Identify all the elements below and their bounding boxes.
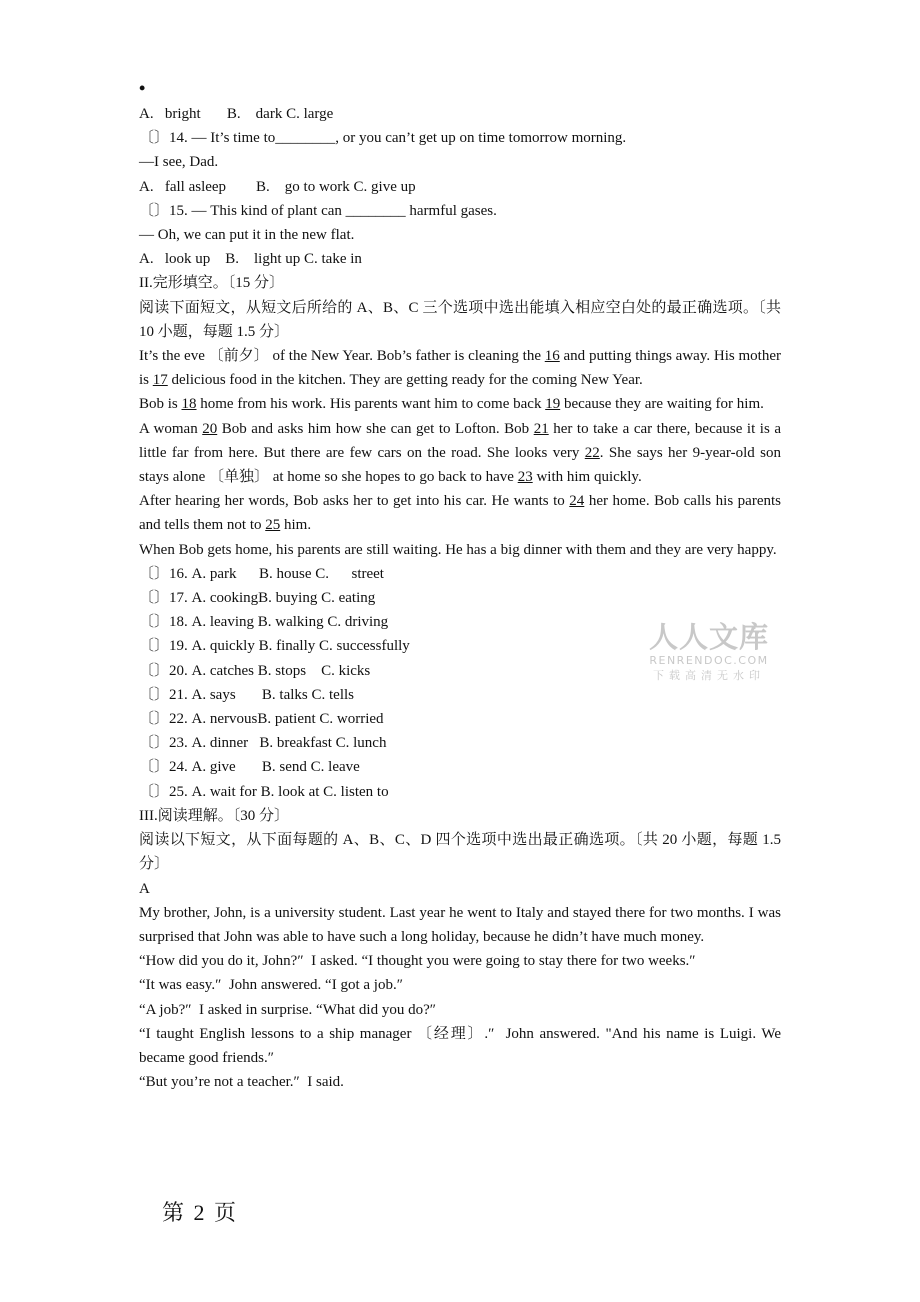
text: her home. Bob calls his parents and tells them not to xyxy=(139,493,781,534)
section2-instructions: 阅读下面短文，从短文后所给的 A、B、C 三个选项中选出能填入相应空白处的最正确选项。〔共 10 小题，每题 1.5 分〕 xyxy=(139,299,781,340)
q14-options: A. fall asleep B. go to work C. give up xyxy=(139,178,416,195)
text: with him quickly. xyxy=(532,469,642,486)
blank-21: 21 xyxy=(533,420,549,437)
q14-response: —I see, Dad. xyxy=(139,154,219,171)
watermark-tagline: 下载高清无水印 xyxy=(653,669,765,682)
option-line-23: 〔〕23. A. dinner B. breakfast C. lunch xyxy=(139,735,387,752)
text: because they are waiting for him. xyxy=(560,396,764,413)
option-line-17: 〔〕17. A. cookingB. buying C. eating xyxy=(139,590,376,607)
page-number: 第 2 页 xyxy=(162,1200,239,1225)
reading-paragraph: “It was easy.″ John answered. “I got a job.″ xyxy=(139,977,403,994)
blank-25: 25 xyxy=(265,517,281,534)
text: It’s the eve 〔前夕〕 of the New Year. Bob’s father is cleaning the xyxy=(139,348,545,365)
text: After hearing her words, Bob asks her to get into his car. He wants to xyxy=(139,493,570,510)
q15-options: A. look up B. light up C. take in xyxy=(139,251,362,268)
blank-23: 23 xyxy=(517,469,533,486)
q13-options: A. bright B. dark C. large xyxy=(139,106,334,122)
text: and putting things away. His mother is xyxy=(139,348,781,389)
section3-instructions: 阅读以下短文，从下面每题的 A、B、C、D 四个选项中选出最正确选项。〔共 20 小题，每题 1.5 分〕 xyxy=(139,832,781,873)
option-line-24: 〔〕24. A. give B. send C. leave xyxy=(139,759,360,776)
blank-18: 18 xyxy=(181,396,197,413)
blank-16: 16 xyxy=(544,348,560,365)
blank-19: 19 xyxy=(545,396,561,413)
reading-paragraph: “A job?″ I asked in surprise. “What did you do?″ xyxy=(139,1001,437,1018)
blank-24: 24 xyxy=(569,493,585,510)
q15-question: 〔〕15. — This kind of plant can ________ harmful gases. xyxy=(139,202,497,219)
blank-20: 20 xyxy=(202,420,218,437)
watermark-title: 人人文库 xyxy=(648,620,769,654)
text: . She says her 9-year-old son stays alone 〔单独〕 at home so she hopes to go back to have xyxy=(139,444,781,486)
section2-title: II.完形填空。〔15 分〕 xyxy=(139,275,284,292)
blank-22: 22 xyxy=(584,444,600,461)
text: him. xyxy=(280,517,312,534)
text: home from his work. His parents want him to come back xyxy=(196,396,546,413)
option-line-18: 〔〕18. A. leaving B. walking C. driving xyxy=(139,614,389,631)
cloze-paragraph-3 xyxy=(139,417,781,490)
q14-question: 〔〕14. — It’s time to________, or you can’t get up on time tomorrow morning. xyxy=(139,130,627,147)
option-line-25: 〔〕25. A. wait for B. look at C. listen to xyxy=(139,783,389,800)
reading-paragraph: My brother, John, is a university student. Last year he went to Italy and stayed there for two months. I was surprised that John was able to have such a long holiday, because he didn’t have much money. xyxy=(139,904,781,945)
option-line-19: 〔〕19. A. quickly B. finally C. successfully xyxy=(139,638,410,655)
text: delicious food in the kitchen. They are getting ready for the coming New Year. xyxy=(167,372,643,389)
top-mark: • xyxy=(139,78,146,98)
cloze-paragraph-4 xyxy=(139,489,781,537)
option-line-20: 〔〕20. A. catches B. stops C. kicks xyxy=(139,662,371,679)
cloze-paragraph-5: When Bob gets home, his parents are still waiting. He has a big dinner with them and they are very happy. xyxy=(139,541,777,558)
watermark-site: RENRENDOC.COM xyxy=(649,654,769,667)
reading-paragraph: “How did you do it, John?″ I asked. “I thought you were going to stay there for two weeks.″ xyxy=(139,953,696,970)
cloze-paragraph-1 xyxy=(139,344,781,392)
reading-paragraph: “But you’re not a teacher.″ I said. xyxy=(139,1074,344,1091)
text: her to take a car there, because it is a little far from here. But there are few cars on the road. She looks very xyxy=(139,420,781,461)
option-line-21: 〔〕21. A. says B. talks C. tells xyxy=(139,686,355,703)
text: Bob and asks him how she can get to Lofton. Bob xyxy=(217,420,534,437)
option-line-16: 〔〕16. A. park B. house C. street xyxy=(139,565,384,582)
reading-label: A xyxy=(139,880,150,897)
option-line-22: 〔〕22. A. nervousB. patient C. worried xyxy=(139,711,384,728)
text: Bob is xyxy=(139,396,182,413)
document-body xyxy=(139,80,781,1094)
q15-response: — Oh, we can put it in the new flat. xyxy=(139,227,355,244)
text: A woman xyxy=(139,420,203,437)
section3-title: III.阅读理解。〔30 分〕 xyxy=(139,807,289,824)
watermark-logo xyxy=(643,620,775,684)
reading-paragraph: “I taught English lessons to a ship manager 〔经理〕.″ John answered. "And his name is Luigi. We became good friends.″ xyxy=(139,1025,781,1066)
blank-17: 17 xyxy=(152,372,168,389)
cloze-paragraph-2 xyxy=(139,392,781,416)
